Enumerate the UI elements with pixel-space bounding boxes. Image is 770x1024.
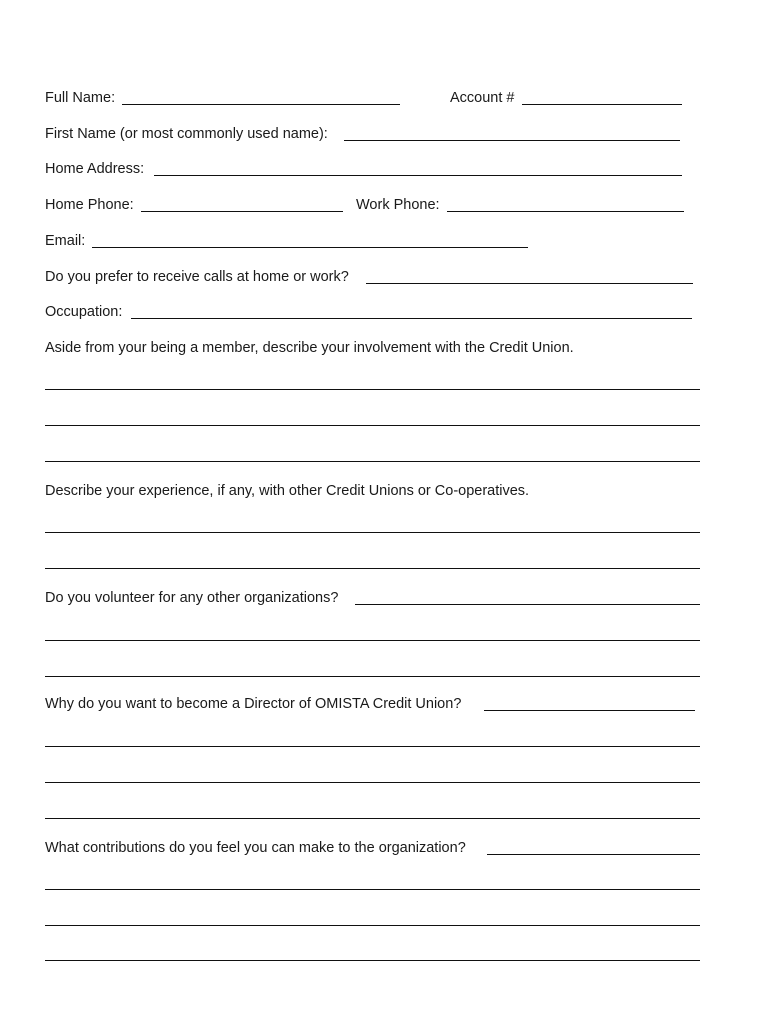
home-phone-label: Home Phone: [45,195,138,215]
occupation-field[interactable] [131,318,692,319]
email-field[interactable] [92,247,528,248]
contributions-label: What contributions do you feel you can make to the organization? [45,838,470,858]
contributions-answer-line[interactable] [45,925,700,926]
involvement-answer-line[interactable] [45,425,700,426]
director-answer-line[interactable] [45,782,700,783]
full-name-field[interactable] [122,104,400,105]
contributions-answer-line[interactable] [45,889,700,890]
experience-answer-line[interactable] [45,568,700,569]
involvement-answer-line[interactable] [45,389,700,390]
full-name-label: Full Name: [45,88,119,108]
director-label: Why do you want to become a Director of OMISTA Credit Union? [45,694,465,714]
home-address-field[interactable] [154,175,682,176]
experience-label: Describe your experience, if any, with other Credit Unions or Co-operatives. [45,481,533,501]
involvement-answer-line[interactable] [45,461,700,462]
home-address-label: Home Address: [45,159,148,179]
account-number-field[interactable] [522,104,682,105]
account-label: Account # [450,88,519,108]
occupation-label: Occupation: [45,302,126,322]
first-name-field[interactable] [344,140,680,141]
first-name-label: First Name (or most commonly used name): [45,124,332,144]
work-phone-field[interactable] [447,211,684,212]
contributions-field[interactable] [487,854,700,855]
prefer-calls-label: Do you prefer to receive calls at home or work? [45,267,353,287]
volunteer-answer-line[interactable] [45,676,700,677]
volunteer-label: Do you volunteer for any other organizations? [45,588,342,608]
work-phone-label: Work Phone: [356,195,444,215]
experience-answer-line[interactable] [45,532,700,533]
contributions-answer-line[interactable] [45,960,700,961]
volunteer-answer-line[interactable] [45,640,700,641]
volunteer-field[interactable] [355,604,700,605]
director-field[interactable] [484,710,695,711]
director-answer-line[interactable] [45,746,700,747]
director-answer-line[interactable] [45,818,700,819]
prefer-calls-field[interactable] [366,283,693,284]
involvement-label: Aside from your being a member, describe your involvement with the Credit Union. [45,338,578,358]
home-phone-field[interactable] [141,211,343,212]
email-label: Email: [45,231,89,251]
